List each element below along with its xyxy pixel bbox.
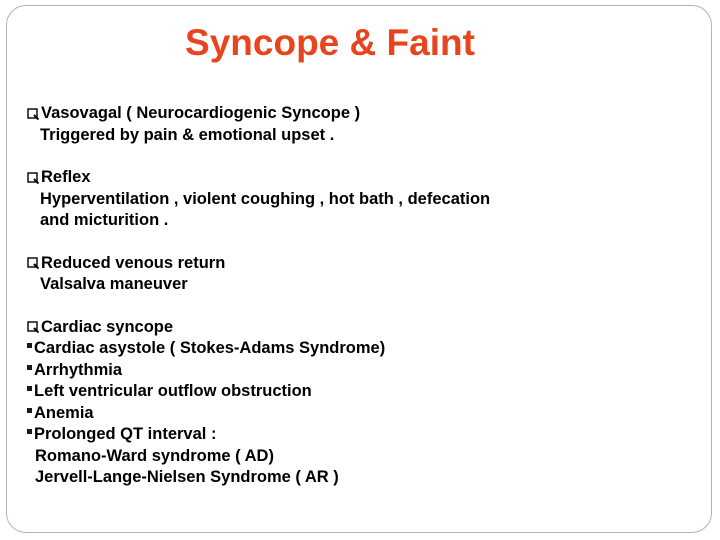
section-heading: [27, 253, 687, 275]
section-heading-text: Reflex: [41, 168, 91, 186]
sub-line: Jervell-Lange-Nielsen Syndrome ( AR ): [35, 468, 339, 486]
square-bullet-icon: [27, 408, 32, 413]
list-item: [27, 424, 687, 446]
slide-title: Syncope & Faint: [185, 22, 475, 63]
section-line: Triggered by pain & emotional upset .: [40, 125, 335, 144]
section-vasovagal: [27, 103, 687, 146]
q-bullet-icon: [27, 172, 39, 184]
square-bullet-icon: [27, 343, 32, 348]
list-item: [27, 360, 687, 382]
section-venous-return: [27, 253, 687, 296]
section-line: Hyperventilation , violent coughing , hot bath , defecation: [40, 189, 491, 208]
section-heading: [27, 103, 687, 125]
q-bullet-icon: [27, 257, 39, 269]
section-heading: [27, 317, 687, 339]
list-item: [27, 338, 687, 360]
section-line: and micturition .: [40, 211, 169, 229]
section-heading-text: Cardiac syncope: [41, 317, 174, 336]
list-item: [27, 403, 687, 425]
q-bullet-icon: [27, 321, 39, 333]
square-bullet-icon: [27, 365, 32, 370]
slide-content: [27, 103, 687, 510]
section-line: Valsalva maneuver: [40, 275, 188, 293]
list-item-text: Arrhythmia: [34, 360, 123, 379]
section-heading-text: Vasovagal ( Neurocardiogenic Syncope ): [41, 104, 361, 122]
section-cardiac-syncope: [27, 317, 687, 489]
square-bullet-icon: [27, 386, 32, 391]
section-heading: [27, 167, 687, 189]
list-item-text: Prolonged QT interval :: [34, 425, 217, 443]
section-reflex: [27, 167, 687, 232]
square-bullet-icon: [27, 429, 32, 434]
list-item-text: Left ventricular outflow obstruction: [34, 382, 312, 400]
list-item: [27, 381, 687, 403]
section-heading-text: Reduced venous return: [41, 253, 226, 272]
sub-line: Romano-Ward syndrome ( AD): [35, 446, 274, 465]
list-item-text: Anemia: [34, 403, 94, 422]
list-item-text: Cardiac asystole ( Stokes-Adams Syndrome): [34, 339, 386, 357]
q-bullet-icon: [27, 108, 39, 120]
